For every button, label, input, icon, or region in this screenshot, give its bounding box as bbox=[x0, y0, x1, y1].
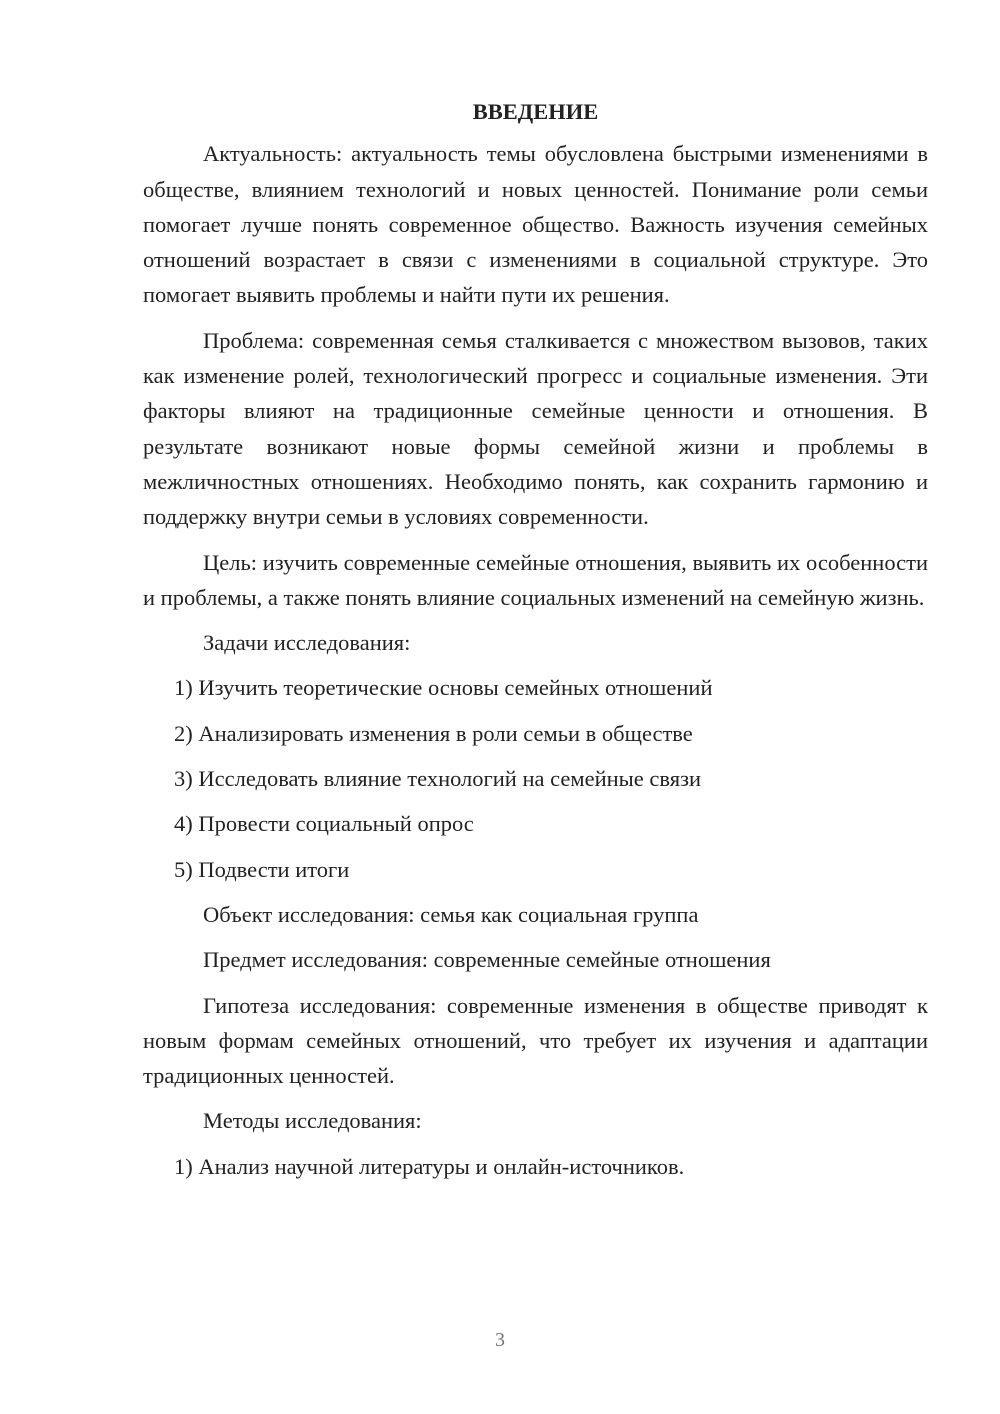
problem-paragraph: Проблема: современная семья сталкивается с множеством вызовов, таких как изменение ролей, технологический прогресс и социальные изменения. Эти факторы влияют на традиционные семейные ценности и отношения. В результате возникают новые формы семейной жизни и проблемы в межличностных отношениях. Необходимо понять, как сохранить гармонию и поддержку внутри семьи в условиях современности. bbox=[143, 327, 928, 530]
tasks-list bbox=[143, 670, 928, 886]
hypothesis-paragraph: Гипотеза исследования: современные изменения в обществе приводят к новым формам семейных отношений, что требует их изучения и адаптации традиционных ценностей. bbox=[143, 992, 928, 1089]
methods-heading: Методы исследования: bbox=[203, 1108, 422, 1134]
list-item: 3) Исследовать влияние технологий на семейные связи bbox=[174, 766, 702, 792]
page-number: 3 bbox=[495, 1329, 505, 1351]
list-item: 1) Анализ научной литературы и онлайн-источников. bbox=[174, 1153, 685, 1179]
list-item: 1) Изучить теоретические основы семейных отношений bbox=[174, 675, 713, 701]
research-object: Объект исследования: семья как социальная группа bbox=[203, 901, 699, 927]
list-item: 2) Анализировать изменения в роли семьи в обществе bbox=[174, 720, 693, 746]
relevance-paragraph: Актуальность: актуальность темы обусловлена быстрыми изменениями в обществе, влиянием технологий и новых ценностей. Понимание роли семьи помогает лучше понять современное общество. Важность изучения семейных отношений возрастает в связи с изменениями в социальной структуре. Это помогает выявить проблемы и найти пути их решения. bbox=[143, 141, 928, 308]
list-item: 4) Провести социальный опрос bbox=[174, 811, 474, 837]
methods-list bbox=[143, 1149, 928, 1184]
research-subject: Предмет исследования: современные семейные отношения bbox=[203, 947, 771, 973]
document-page bbox=[143, 94, 928, 1194]
page-title: ВВЕДЕНИЕ bbox=[472, 99, 599, 124]
tasks-heading: Задачи исследования: bbox=[203, 630, 411, 656]
list-item: 5) Подвести итоги bbox=[174, 856, 350, 882]
goal-paragraph: Цель: изучить современные семейные отношения, выявить их особенности и проблемы, а также понять влияние социальных изменений на семейную жизнь. bbox=[143, 549, 928, 610]
